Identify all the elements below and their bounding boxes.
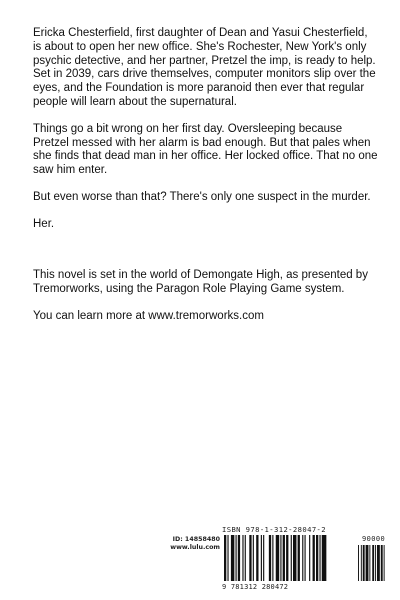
barcode-bar [309,535,310,581]
barcode-bars [222,535,389,583]
isbn-barcode [222,525,389,593]
barcode-bar [245,535,246,581]
publisher-site: www.lulu.com [170,543,220,551]
barcode-bar [283,535,285,581]
barcode-bar [313,535,315,581]
barcode-bar [269,535,271,581]
barcode-bar [286,535,288,581]
barcode-bar [263,535,264,581]
learn-more-paragraph: You can learn more at www.tremorworks.com [33,309,264,322]
barcode-bar [238,535,240,581]
barcode-bar [319,535,320,581]
barcode-bar [272,535,273,581]
barcode-bar [276,535,279,581]
addon-bar [372,545,374,581]
barcode-bar [316,535,318,581]
barcode-bar [236,535,237,581]
blurb-her-paragraph: Her. [33,217,55,230]
barcode-bar [322,535,327,581]
blurb-trouble-paragraph: Things go a bit wrong on her first day. Oversleeping because Pretzel messed with her alarm is bad enough. But that pales when she finds that dead man in her office. Her locked office. That no one saw him enter. [33,122,378,177]
addon-bar [361,545,362,581]
barcode-bar [253,535,254,581]
barcode-bar [302,535,303,581]
back-cover-blurb [33,27,378,232]
addon-bar [384,545,385,581]
isbn-text: ISBN 978-1-312-28047-2 [222,525,326,534]
ean-digits: 9 781312 280472 [222,583,289,591]
barcode-bar [231,535,234,581]
barcode-bar [293,535,296,581]
blurb-intro-paragraph: Ericka Chesterfield, first daughter of Dean and Yasui Chesterfield, is about to open her new office. She's Rochester, New York's only psychic detective, and her partner, Pretzel the imp, is ready to help. Set in 2039, cars drive themselves, computer monitors slip over the eyes, and the Foundation is more paranoid then ever that regular people will learn about the supernatural. [33,27,376,108]
publisher-id-block [168,536,220,551]
addon-bar [381,545,383,581]
barcode-bar [280,535,281,581]
barcode-bar [305,535,306,581]
addon-bar [375,545,376,581]
barcode-bar [224,535,226,581]
publisher-id-label: ID: 14858480 [172,536,220,543]
addon-bar [377,545,380,581]
barcode-bar [261,535,262,581]
barcode-bar [298,535,300,581]
blurb-worse-paragraph: But even worse than that? There's only one suspect in the murder. [33,190,371,203]
price-code: 90000 [362,535,386,543]
barcode-bar [256,535,258,581]
barcode-bar [249,535,251,581]
barcode-bar [242,535,243,581]
addon-bar [358,545,359,581]
barcode-bar [227,535,228,581]
setting-note [33,269,378,323]
addon-bar [363,545,365,581]
addon-bar [369,545,370,581]
addon-bar [366,545,369,581]
setting-paragraph: This novel is set in the world of Demongate High, as presented by Tremorworks, using the Paragon Role Playing Game system. [33,269,368,295]
barcode-bar [291,535,292,581]
